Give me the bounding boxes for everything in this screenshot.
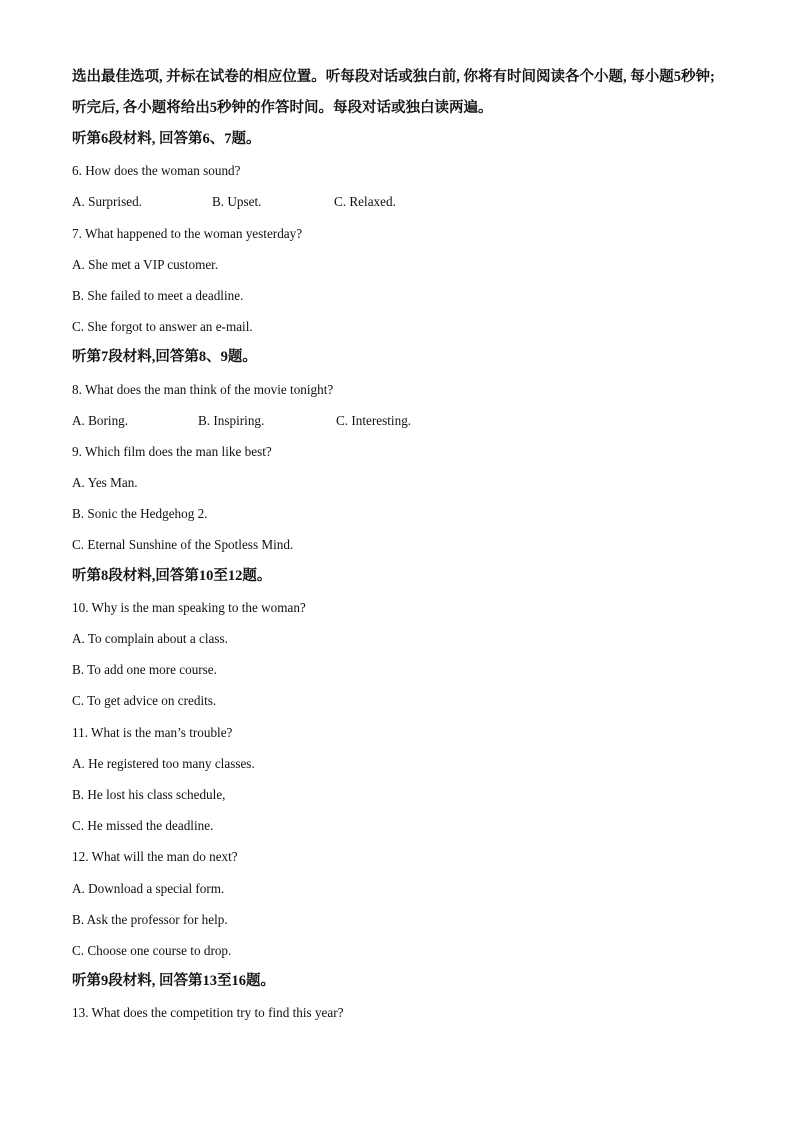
options-row (72, 186, 722, 217)
answer-option: C. Interesting. (336, 412, 412, 428)
answer-option: C. To get advice on credits. (72, 693, 217, 709)
answer-option: A. To complain about a class. (72, 631, 228, 646)
question-text: 12. What will the man do next? (72, 849, 238, 865)
answer-option: B. She failed to meet a deadline. (72, 287, 244, 303)
options-row (72, 405, 722, 436)
section-heading: 听第8段材料,回答第10至12题。 (72, 567, 272, 584)
answer-option: A. Yes Man. (72, 475, 138, 491)
answer-option: C. She forgot to answer an e-mail. (72, 319, 253, 335)
answer-option: C. Choose one course to drop. (72, 942, 232, 958)
question-text: 7. What happened to the woman yesterday? (72, 225, 303, 241)
answer-option: C. He missed the deadline. (72, 818, 214, 834)
answer-option: B. He lost his class schedule, (72, 786, 226, 802)
answer-option: A. Download a special form. (72, 880, 225, 896)
question-text: 13. What does the competition try to find this year? (72, 1005, 344, 1021)
answer-option: A. Surprised. (72, 194, 142, 210)
answer-option: C. Relaxed. (334, 194, 396, 210)
section-heading: 听第6段材料, 回答第6、7题。 (72, 131, 261, 147)
instructions-paragraph: 选出最佳选项, 并标在试卷的相应位置。听每段对话或独白前, 你将有时间阅读各个小题, 每小题5秒钟; 听完后, 各小题将给出5秒钟的作答时间。每段对话或独白读两遍。 (72, 69, 715, 116)
question-text: 11. What is the man’s trouble? (72, 724, 233, 740)
question-text: 9. Which film does the man like best? (72, 443, 272, 459)
section-heading: 听第7段材料,回答第8、9题。 (72, 349, 257, 366)
answer-option: B. Inspiring. (198, 412, 265, 428)
answer-option: A. She met a VIP customer. (72, 256, 219, 272)
answer-option: A. Boring. (72, 412, 129, 428)
section-heading: 听第9段材料, 回答第13至16题。 (72, 973, 275, 990)
answer-option: B. Ask the professor for help. (72, 911, 228, 927)
answer-option: C. Eternal Sunshine of the Spotless Mind. (72, 537, 294, 553)
answer-option: A. He registered too many classes. (72, 755, 255, 771)
answer-option: B. Sonic the Hedgehog 2. (72, 506, 208, 522)
question-text: 6. How does the woman sound? (72, 163, 241, 179)
question-list (72, 124, 722, 1028)
question-text: 10. Why is the man speaking to the woman? (72, 599, 306, 615)
answer-option: B. Upset. (212, 194, 262, 210)
answer-option: B. To add one more course. (72, 662, 217, 678)
question-text: 8. What does the man think of the movie tonight? (72, 381, 334, 397)
exam-page (72, 62, 722, 1028)
